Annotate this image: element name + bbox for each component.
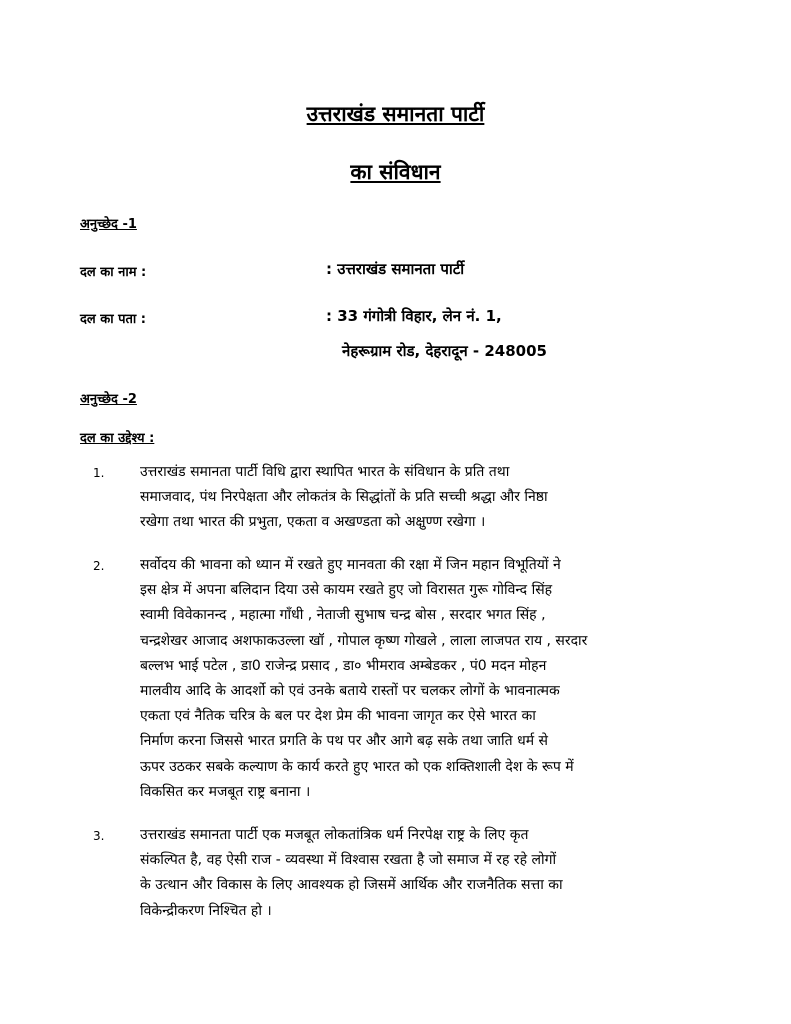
paragraph-line: संकल्पित है, वह ऐसी राज - व्यवस्था में विश्वास रखता है जो समाज में रह रहे लोगों [140,852,557,869]
paragraph-line: रखेगा तथा भारत की प्रभुता, एकता व अखण्डता को अक्षुण्ण रखेगा । [140,514,486,531]
paragraph-line: सर्वोदय की भावना को ध्यान में रखते हुए मानवता की रक्षा में जिन महान विभूतियों ने [140,557,561,573]
paragraph-line: विकसित कर मजबूत राष्ट्र बनाना । [140,783,311,800]
paragraph-line: उत्तराखंड समानता पार्टी एक मजबूत लोकतांत्रिक धर्म निरपेक्ष राष्ट्र के लिए कृत [140,827,529,843]
paragraph-line: स्वामी विवेकानन्द , महात्मा गाँधी , नेताजी सुभाष चन्द्र बोस , सरदार भगत सिंह , [140,607,546,624]
document-title: उत्तराखंड समानता पार्टी [306,102,485,126]
party-address-label: दल का पता : [80,312,147,327]
paragraph-line: एकता एवं नैतिक चरित्र के बल पर देश प्रेम की भावना जागृत कर ऐसे भारत का [140,708,536,725]
paragraph-line: मालवीय आदि के आदर्शो को एवं उनके बताये रास्तों पर चलकर लोगों के भावनात्मक [140,683,560,700]
paragraph-line: ऊपर उठकर सबके कल्याण के कार्य करते हुए भारत को एक शक्तिशाली देश के रूप में [140,758,574,775]
item-number: 2. [93,559,105,573]
party-address-line1: : 33 गंगोत्री विहार, लेन नं. 1, [326,307,502,325]
paragraph-line: चन्द्रशेखर आजाद अशफाकउल्ला खॉ , गोपाल कृष्ण गोखले , लाला लाजपत राय , सरदार [140,632,588,649]
paragraph-line: के उत्थान और विकास के लिए आवश्यक हो जिसमें आर्थिक और राजनैतिक सत्ता का [140,877,563,894]
paragraph-line: बल्लभ भाई पटेल , डा0 राजेन्द्र प्रसाद , डा० भीमराव अम्बेडकर , पं0 मदन मोहन [140,657,547,674]
article-2-heading: अनुच्छेद -2 [80,392,137,407]
item-number: 3. [93,829,105,843]
party-name-label: दल का नाम : [80,265,147,280]
party-address-line2: नेहरूग्राम रोड, देहरादून - 248005 [342,342,547,360]
objectives-heading: दल का उद्देश्य : [80,431,155,446]
objective-paragraph [140,823,718,924]
objective-paragraph [140,553,718,805]
paragraph-line: समाजवाद, पंथ निरपेक्षता और लोकतंत्र के सिद्धांतों के प्रति सच्ची श्रद्धा और निष्ठा [140,489,548,506]
item-number: 1. [93,466,105,480]
paragraph-line: विकेन्द्रीकरण निश्चित हो । [140,902,272,919]
document-subtitle: का संविधान [350,160,441,184]
paragraph-line: निर्माण करना जिससे भारत प्रगति के पथ पर और आगे बढ़ सके तथा जाति धर्म से [140,733,548,750]
paragraph-line: इस क्षेत्र में अपना बलिदान दिया उसे कायम रखते हुए जो विरासत गुरू गोविन्द सिंह [140,582,553,599]
article-1-heading: अनुच्छेद -1 [80,217,137,232]
party-name-value: : उत्तराखंड समानता पार्टी [326,260,465,278]
paragraph-line: उत्तराखंड समानता पार्टी विधि द्वारा स्थापित भारत के संविधान के प्रति तथा [140,464,510,480]
objective-paragraph [140,460,718,536]
